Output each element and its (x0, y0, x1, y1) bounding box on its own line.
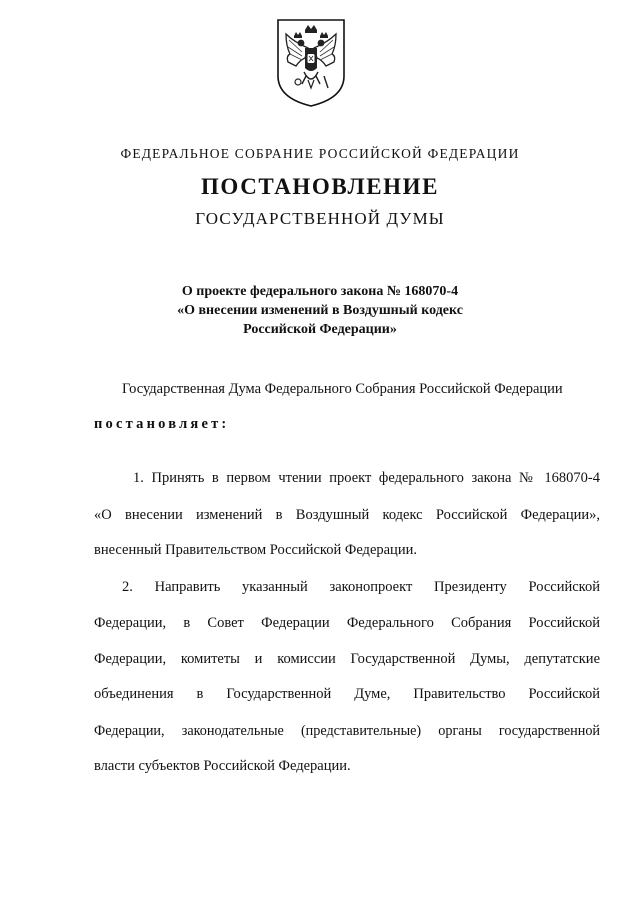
subject-line: Российской Федерации» (243, 322, 397, 337)
item-2-line: объединения в Государственной Думе, Правительство Российской (94, 686, 600, 702)
item-2-line: Федерации, в Совет Федерации Федерального Собрания Российской (94, 615, 600, 631)
item-2-line: власти субъектов Российской Федерации. (94, 758, 351, 774)
document-subject (0, 282, 640, 339)
preamble-text: Государственная Дума Федерального Собрания Российской Федерации (122, 381, 563, 397)
decree-word: постановляет: (94, 416, 230, 432)
item-1-line: 1. Принять в первом чтении проект федерального закона № 168070-4 (133, 470, 600, 486)
item-2-line: Федерации, комитеты и комиссии Государственной Думы, депутатские (94, 651, 600, 667)
item-1-line: «О внесении изменений в Воздушный кодекс Российской Федерации», (94, 507, 600, 523)
issuer-title: ГОСУДАРСТВЕННОЙ ДУМЫ (195, 209, 445, 228)
document-type-title: ПОСТАНОВЛЕНИЕ (200, 174, 440, 199)
subject-line: «О внесении изменений в Воздушный кодекс (177, 303, 463, 318)
item-2-line: 2. Направить указанный законопроект Президенту Российской (122, 579, 600, 595)
subject-line: О проекте федерального закона № 168070-4 (181, 284, 459, 299)
item-2-line: Федерации, законодательные (представительные) органы государственной (94, 723, 600, 739)
item-1-line: внесенный Правительством Российской Федерации. (94, 542, 417, 558)
russian-coat-of-arms-icon (272, 16, 350, 108)
organization-title: ФЕДЕРАЛЬНОЕ СОБРАНИЕ РОССИЙСКОЙ ФЕДЕРАЦИИ (120, 146, 520, 161)
